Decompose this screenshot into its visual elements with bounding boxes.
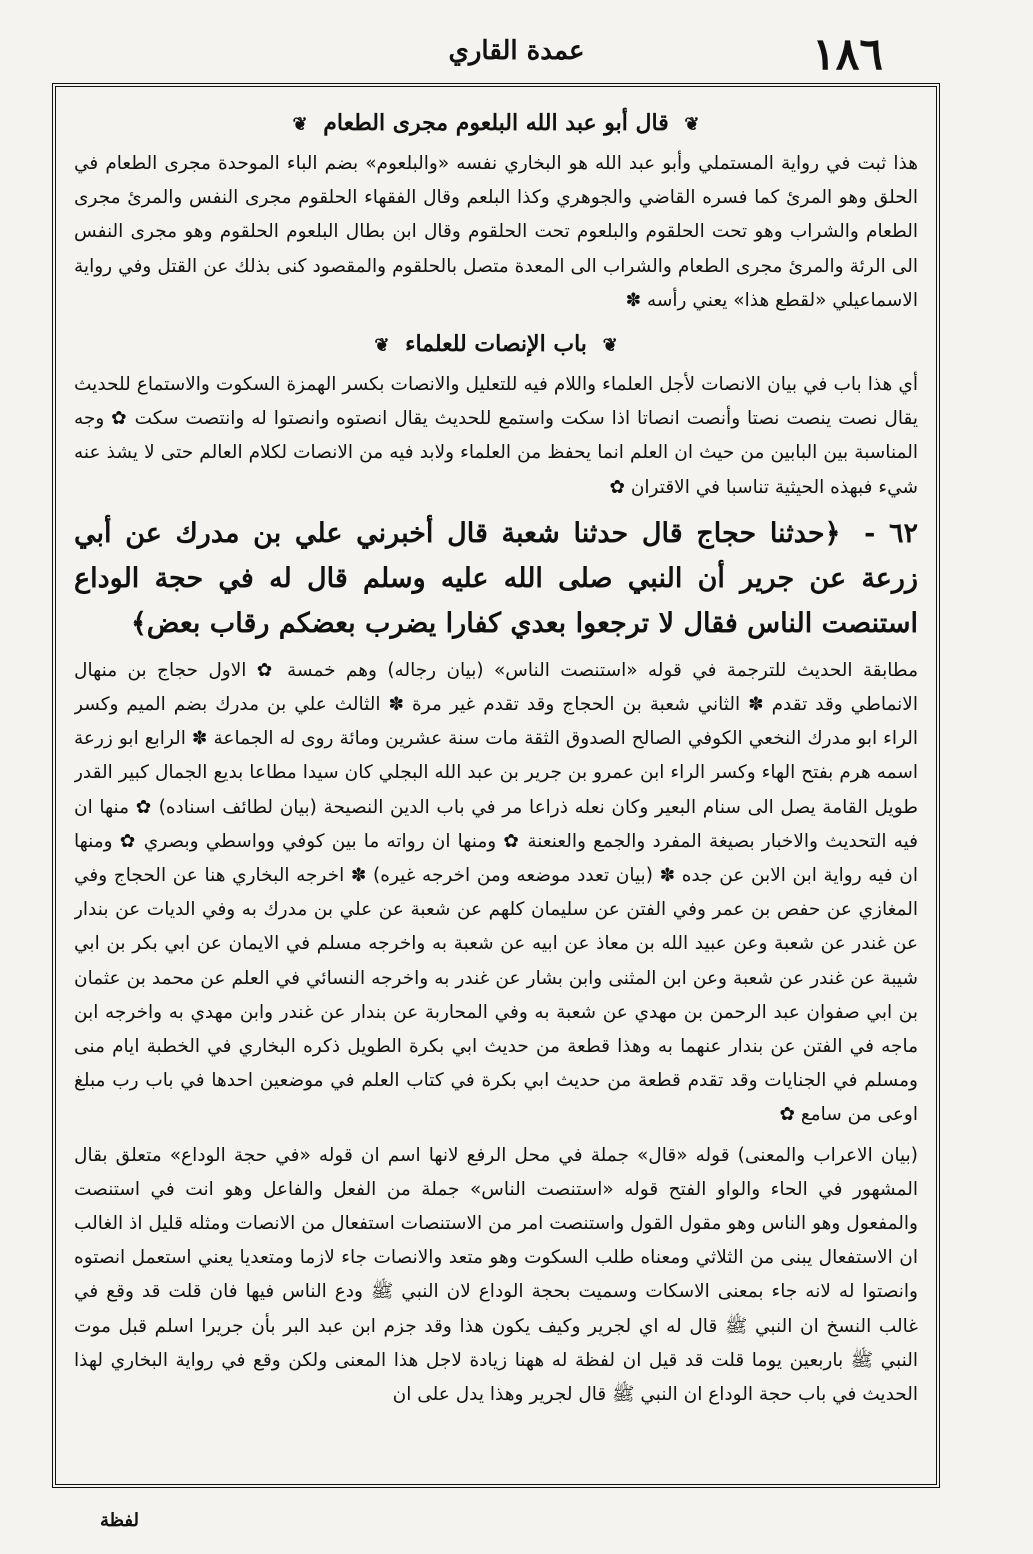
- page-number: ١٨٦: [812, 29, 883, 80]
- ornament-icon: ❦: [684, 114, 700, 135]
- paragraph-bulum: هذا ثبت في رواية المستملي وأبو عبد الله هو البخاري نفسه «والبلعوم» بضم الباء الموحدة مجرى الطعام في الحلق وهو المرئ كما فسره القاضي والجوهري وكذا البلعم وقال الفقهاء الحلقوم مجرى النفس والمرئ مجرى الطعام والشراب وهو تحت الحلقوم والبلعوم تحت الحلقوم وقال ابن بطال البلعوم الحلقوم وهو مجرى النفس الى الرئة والمرئ مجرى الطعام والشراب الى المعدة متصل بالحلقوم والمقصود كنى بذلك عن القتل وفي رواية الاسماعيلي «لقطع هذا» يعني رأسه ✽: [74, 153, 918, 311]
- ornament-icon: ❦: [602, 335, 618, 357]
- catchword: لفظة: [100, 1510, 140, 1531]
- hadith-text: [74, 511, 918, 646]
- page-header: [0, 30, 1033, 80]
- heading-text: قال أبو عبد الله البلعوم مجرى الطعام: [323, 110, 669, 136]
- page-body: [74, 101, 918, 1474]
- chapter-heading-insat: [74, 324, 918, 364]
- ornament-icon: ❦: [292, 114, 308, 135]
- book-title: عمدة القاري: [448, 36, 585, 66]
- hadith-body: ﴿حدثنا حجاج قال حدثنا شعبة قال أخبرني علي بن مدرك عن أبي زرعة عن جرير أن النبي صلى الله عليه وسلم قال له في حجة الوداع استنصت الناس فقال لا ترجعوا بعدي كفارا يضرب بعضكم رقاب بعض﴾: [74, 517, 918, 639]
- commentary-narrators: مطابقة الحديث للترجمة في قوله «استنصت الناس» (بيان رجاله) وهم خمسة ✿ الاول حجاج بن منهال الانماطي وقد تقدم ✽ الثاني شعبة بن الحجاج وقد تقدم غير مرة ✽ الثالث علي بن مدرك بضم الميم وكسر الراء ابو مدرك النخعي الكوفي الصالح الصدوق الثقة مات سنة عشرين ومائة روى له الجماعة ✽ الرابع ابو زرعة اسمه هرم بفتح الهاء وكسر الراء ابن عمرو بن جرير بن عبد الله البجلي كان سيدا مطاعا بديع الجمال كبير القدر طويل القامة يصل الى سنام البعير وكان نعله ذراعا مر في باب الدين النصيحة (بيان لطائف اسناده) ✿ منها ان فيه التحديث والاخبار بصيغة المفرد والجمع والعنعنة ✿ ومنها ان رواته ما بين كوفي وواسطي وبصري ✿ ومنها ان فيه رواية ابن الابن عن جده ✽ (بيان تعدد موضعه ومن اخرجه غيره) ✽ اخرجه البخاري هنا عن الحجاج وفي المغازي عن حفص بن عمر وفي الفتن عن سليمان كلهم عن شعبة عن علي بن مدرك به وفي الديات عن بندار عن غندر عن شعبة وعن عبيد الله بن معاذ عن ابيه عن شعبة به واخرجه مسلم في الايمان عن ابي بكر بن ابي شيبة عن غندر عن شعبة وعن ابن المثنى وابن بشار عن غندر به واخرجه النسائي في العلم عن محمد بن عثمان بن ابي صفوان عبد الرحمن بن مهدي عن شعبة به وفي المحاربة عن بندار عن غندر وابن مهدي به واخرجه ابن ماجه في الفتن عن بندار عنهما به وهذا قطعة من حديث ابي بكرة الطويل ذكره البخاري في الخطبة ايام منى ومسلم في الجنايات وقد تقدم قطعة من حديث ابي بكرة في كتاب العلم في موضعين احدها في باب رب مبلغ اوعى من سامع ✿: [74, 659, 918, 1126]
- page-frame: [52, 83, 940, 1488]
- paragraph-insat: أي هذا باب في بيان الانصات لأجل العلماء واللام فيه للتعليل والانصات بكسر الهمزة السكوت والاستماع للحديث يقال نصت ينصت نصتا وأنصت انصاتا اذا سكت واستمع للحديث يقال انصتوه وانصتوا له وانتصت سكت ✿ وجه المناسبة بين البابين من حيث ان العلم انما يحفظ من العلماء ولابد فيه من الانصات لكلام العالم حتى لا يشذ عنه شيء فبهذه الحيثية تناسبا في الاقتران ✿: [74, 374, 918, 498]
- ornament-icon: ❦: [374, 335, 390, 357]
- heading-text: باب الإنصات للعلماء: [405, 331, 587, 358]
- commentary-grammar: (بيان الاعراب والمعنى) قوله «قال» جملة في محل الرفع لانها اسم ان قوله «في حجة الوداع» متعلق بقال المشهور في الحاء والواو الفتح قوله «استنصت الناس» جملة من الفعل والفاعل وهو انت في استنصت والمفعول وهو الناس وهو مقول القول واستنصت امر من الاستنصات استفعال من الانصات ومثله قليل اذ الغالب ان الاستفعال يبنى من الثلاثي ومعناه طلب السكوت وهو متعد والانصات جاء لازما ومتعديا يعني استعمل انصتوه وانصتوا له لانه جاء بمعنى الاسكات وسميت بحجة الوداع لان النبي ﷺ ودع الناس فيها فان قلت قد وقع في غالب النسخ ان النبي ﷺ قال له اي لجرير وكيف يكون هذا وقد جزم ابن عبد البر بأن جريرا اسلم قبل موت النبي ﷺ باربعين يوما قلت قد قيل ان لفظة له ههنا زيادة لاجل هذا المعنى ولكن وقع في رواية البخاري لهذا الحديث في باب حجة الوداع ان النبي ﷺ قال لجرير وهذا يدل على ان: [74, 1144, 918, 1406]
- hadith-number: ٦٢ -: [864, 517, 918, 549]
- section-heading-bulum: [74, 103, 918, 143]
